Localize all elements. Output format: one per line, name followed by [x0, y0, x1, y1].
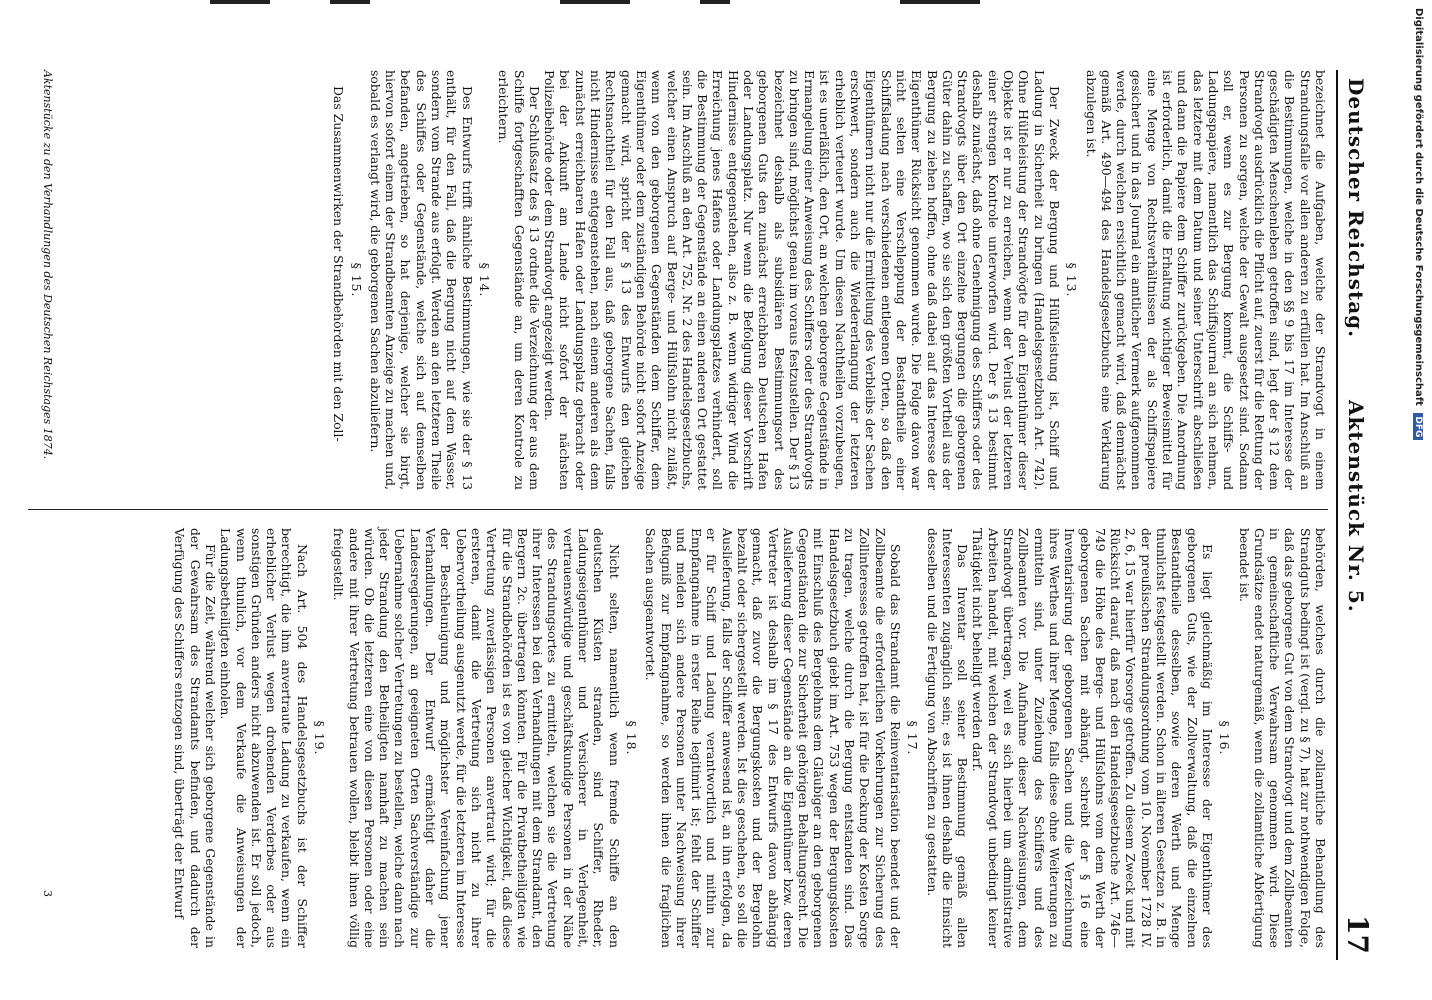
column-divider: [28, 509, 1328, 510]
paragraph: Der Schlußsatz des § 13 ordnet die Verzeichnung der aus dem Schiffe fortgeschafften Gegenstände an, um deren Kontrole zu erleichtern.: [496, 70, 542, 490]
paragraph: bezeichnet die Aufgaben, welche der Strandvogt in einem Strandungsfalle vor allen anderen zu erfüllen hat. Im Anschluß an die Bestimmungen, welche in den §§ 9 bis 17 im Interesse der geschädigten Menschenleben getroffen sind, legt der § 12 dem Strandvogt ausdrücklich die Pflicht auf, zuerst für die Rettung der Personen zu sorgen, welche der Gewalt ausgesetzt sind. Sodann soll er, wenn es zur Bergung kommt, die Schiffs- und Ladungspapiere, namentlich das Schiffsjournal an sich nehmen, das letztere mit dem Datum und seiner Unterschrift abschließen und dann die Papiere dem Schiffer zurückgeben. Die Anordnung ist erforderlich, damit die Erhaltung wichtiger Beweismittel für eine Menge von Rechtsverhältnissen der als Schiffspapiere gesichert und in das Journal ein amtlicher Vermerk aufgenommen werde, durch welchen ersichtlich gemacht wird, daß demnächst gemäß Art. 490—494 des Handelsgesetzbuchs eine Verklarung abzulegen ist.: [1083, 70, 1328, 490]
paragraph: Nach Art. 504 des Handelsgesetzbuchs ist der Schiffer berechtigt, die ihm anvertraute Ladung zu verkaufen, wenn ein erheblicher Verlust wegen drohenden Verderbes oder aus sonstigen Gründen anders nicht abzuwenden ist. Er soll jedoch, wenn thunlich, vor dem Verkaufe die Anweisungen der Ladungsbetheiligten einholen.: [218, 528, 310, 948]
footer-note: Aktenstücke zu den Verhandlungen des Deutschen Reichstages 1874.: [41, 70, 54, 460]
section-heading: § 16.: [1217, 720, 1233, 756]
section-heading: § 18.: [623, 720, 639, 756]
section-heading: § 17.: [905, 720, 921, 756]
section-heading: § 13.: [1064, 262, 1080, 298]
section-heading: § 15.: [348, 262, 364, 298]
right-column: [28, 528, 1328, 948]
paragraph: Der Zweck der Bergung und Hülfsleistung ist, Schiff und Ladung in Sicherheit zu bringen (Handelsgesetzbuch Art. 742). Ohne Hülfeleistung der Strandvögte für den Eigenthümer dieser Objekte ist er nur zu erreichen, wenn der Verlust der letzteren einer strengen Kontrole unterworfen wird. Der § 13 bestimmt deshalb zunächst, daß ohne Genehmigung des Schiffers oder des Strandvogts über den Ort einzelne Bergungen die geborgenen Güter dahin zu schaffen, wo sie sich den größten Vortheil aus der Bergung zu ziehen hoffen, ohne daß dabei auf das Interesse der Eigenthümer Rücksicht genommen wurde. Die Folge davon war nicht selten eine Verschleppung der Bestandtheile einer Schiffsladung nach verschiedenen entlegenen Orten, so daß den Eigenthümern nicht nur die Ermittelung des Verbleibs der Sachen erschwert, sondern auch die Wiedererlangung der letzteren erheblich verteuert wurde. Um diesen Nachtheilen vorzubeugen, ist es unerläßlich, den Ort, an welchen geborgene Gegenstände in Ermangelung einer Anweisung des Schiffers oder des Strandvogts zu bringen sind, möglichst genau im voraus festzustellen. Der § 13 bezeichnet deshalb als subsidiären Bestimmungsort des geborgenen Guts den zunächst erreichbaren Deutschen Hafen oder Landungsplatz. Nur wenn die Befolgung dieser Vorschrift Hindernisse entgegenstehen, also z. B. wenn widriger Wind die Erreichung jenes Hafens oder Landungsplatzes verhindert, soll die Bestimmung der Gegenstände an einen anderen Ort gestattet sein. Im Anschluß an den Art. 752, Nr. 2 des Handelsgesetzbuchs, welcher einen Anspruch auf Berge- und Hülfslohn nicht zuläßt, wenn von den geborgenen Gegenständen dem Schiffer, dem Eigenthümer oder dem zuständigen Behörde nicht sofort Anzeige gemacht wird, spricht der § 13 des Entwurfs den gleichen Rechtsnachtheil für den Fall aus, daß geborgene Sachen, falls nicht Hindernisse entgegenstehen, nach einem anderen als dem zunächst erreichbaren Hafen oder Landungsplatz gebracht oder bei der Ankunft am Lande nicht sofort der nächsten Polizeibehörde oder dem Strandvogt angezeigt werden.: [542, 70, 1062, 490]
section-heading: § 14.: [476, 262, 492, 298]
header-left: Deutscher Reichstag.: [1344, 78, 1368, 339]
signature-mark: 3: [41, 890, 54, 897]
scan-edge-marks: [0, 0, 1432, 6]
paragraph: Für die Zeit, während welcher sich geborgene Gegenstände in der Gewahrsam des Strandamts befinden, und dadurch der Verfügung des Schiffers entzogen sind, überträgt der Entwurf: [172, 528, 218, 948]
paragraph: Das Inventar soll seiner Bestimmung gemäß allen Interessenten zugänglich sein; es ist ihnen deshalb die Einsicht desselben und die Fertigung von Abschriften zu gestatten.: [924, 528, 971, 948]
paragraph: Des Entwurfs trifft ähnliche Bestimmungen, wie sie der § 13 enthält, für den Fall, daß die Bergung nicht auf dem Wasser, sondern vom Strande aus erfolgt. Werden an den letzteren Theile des Schiffes oder Gegenstände, welche sich auf demselben befanden, angetrieben, so hat derjenige, welcher sie birgt, hiervon sofort einem der Strandbeamten Anzeige zu machen und, sobald es verlangt wird, die geborgenen Sachen abzuliefern.: [367, 70, 475, 490]
dfg-logo: DFG: [1413, 413, 1423, 440]
page-number: 17: [1341, 915, 1374, 954]
page-header: [1336, 70, 1372, 960]
paragraph: behörden, welches durch die zollamtliche Behandlung des Strandguts bedingt ist (vergl. zu § 7), hat zur nothwendigen Folge, daß das geborgene Gut von dem Strandvogt und dem Zollbeamten in gemeinschaftliche Verwahrsam genommen wird. Diese Grundsätze endet naturgemäß, wenn die zollamtliche Abfertigung beendet ist.: [1236, 528, 1328, 948]
header-center: Aktenstück Nr. 5.: [1344, 400, 1368, 613]
rotated-document: [12, 70, 1372, 960]
dfg-credit: [1413, 8, 1424, 998]
left-column: [28, 70, 1328, 490]
paragraph: Sobald das Strandamt die Reinventarisation beendet und der Zollbeamte die erforderlichen Vorkehrungen zur Sicherung des Zollinteresses getroffen hat, ist für die Deckung der Kosten Sorge zu tragen, welche durch die Bergung entstanden sind. Das Handelsgesetzbuch giebt im Art. 753 wegen der Bergungskosten mit Einschluß des Bergelohns dem Gläubiger an den geborgenen Gegenständen die zur Sicherheit gehörigen Behaltungsrecht. Die Auslieferung dieser Gegenstände an die Eigenthümer bzw. deren Vertreter ist deshalb im § 17 des Entwurfs davon abhängig gemacht, daß zuvor die Bergungskosten und der Bergelohn bezahlt oder sichergestellt werden. Ist dies geschehen, so soll die Auslieferung, falls der Schiffer anwesend ist, an ihn erfolgen, da er für Schiff und Ladung verantwortlich und mithin zur Empfangnahme in erster Reihe legitimirt ist; fehlt der Schiffer und melden sich andere Personen unter Nachweisung ihrer Befugniß zur Empfangnahme, so werden ihnen die fraglichen Sachen ausgeantwortet.: [643, 528, 903, 948]
paragraph: Es liegt gleichmäßig im Interesse der Eigenthümer des geborgenen Guts, wie der Zollverwaltung, daß die einzelnen Bestandtheile desselben, sowie deren Werth und Menge thunlichst festgestellt werden. Schon in älteren Gesetzen z. B. in der preußischen Strandungsordnung vom 10. November 1728 IV. 2, 6, 15 war hierfür Vorsorge getroffen. Zu diesem Zweck und mit Rücksicht darauf, daß nach den Handelsgesetzbuche Art. 746—749 die Höhe des Berge- und Hülfslohns vom dem Werth der geborgenen Sachen mit abhängt, schreibt der § 16 eine Inventarisirung der geborgenen Sachen und die Verzeichnung ihres Werthes und ihrer Menge, falls diese ohne Weiterungen zu ermitteln sind, unter Zuziehung des Schiffers und des Zollbeamten vor. Die Aufnahme dieser Nachweisungen, dem Strandvogt übertragen, weil es sich hierbei um administrative Arbeiten handelt, mit welchen der Strandvogt unbedingt keiner Thätigkeit nicht behelligt werden darf.: [970, 528, 1215, 948]
paragraph: Nicht selten, namentlich wenn fremde Schiffe an den deutschen Küsten stranden, sind Schiffer, Rheder, Ladungseigenthümer und Versicherer in Verlegenheit, vertrauenswürdige und geschäftskundige Personen in der Nähe des Strandungsortes zu ermitteln, welchen sie die Vertretung ihrer Interessen bei den Verhandlungen mit dem Strandamt, den Bergern 2c. übertragen könnten. Für die Privatbetheiligten wie für die Strandbehörden ist es von gleicher Wichtigkeit, daß diese Vertretung zuverlässigen Personen anvertraut wird; für die ersteren, damit die Vertretung sich nicht zu ihrer Uebervortheilung ausgenutzt werde, für die letzteren im Interesse der Beschleunigung und möglichster Vereinfachung jener Verhandlungen. Der Entwurf ermächtigt daher die Landesregierungen, an geeigneten Orten Sachverständige zur Uebernahme solcher Vertretungen zu bestellen, welche dann nach jeder Strandung den Betheiligten namhaft zu machen sein würden. Ob die letzteren eine von diesen Personen oder eine andere mit ihrer Vertretung betrauen wollen, bleibt ihnen völlig freigestellt.: [331, 528, 622, 948]
dfg-credit-text: Digitalisierung gefördert durch die Deutsche Forschungsgemeinschaft: [1413, 8, 1424, 406]
paragraph: Das Zusammenwirken der Strandbehörden mit den Zoll-: [331, 86, 347, 442]
section-heading: § 19.: [312, 720, 327, 756]
